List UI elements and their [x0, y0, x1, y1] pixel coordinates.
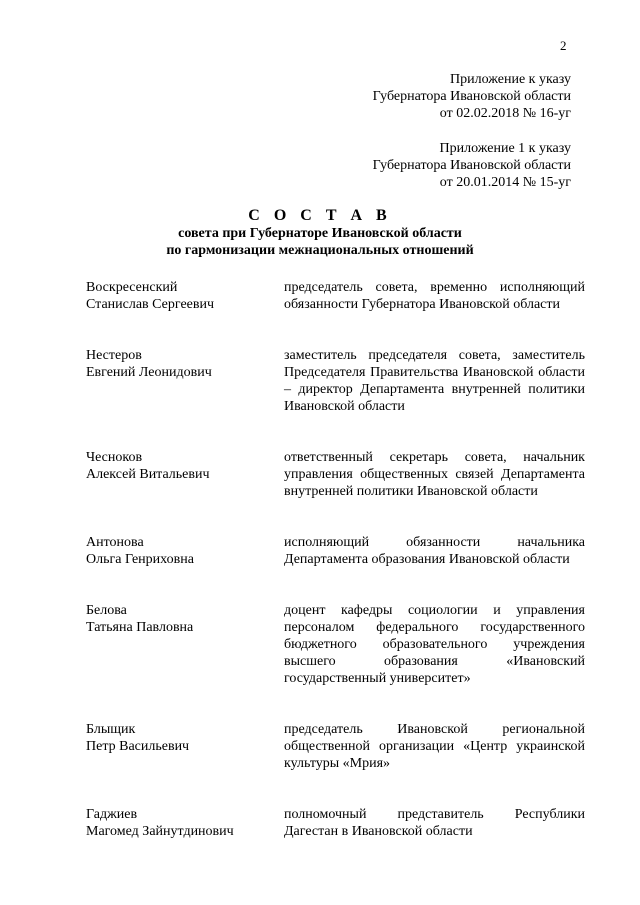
- appendix-current-line3: от 02.02.2018 № 16-уг: [439, 106, 571, 121]
- members-list: [86, 279, 585, 874]
- member-role: заместитель председателя совета, заместитель Председателя Правительства Ивановской области – директор Департамента внутренней политики Ивановской области: [284, 348, 585, 414]
- document-title: [0, 207, 640, 259]
- member-name: [86, 602, 284, 687]
- appendix-original-header: [373, 140, 571, 191]
- member-role: ответственный секретарь совета, начальник управления общественных связей Департамента внутренней политики Ивановской области: [284, 450, 585, 499]
- member-given-name: Евгений Леонидович: [86, 365, 212, 380]
- member-surname: Воскресенский: [86, 280, 178, 295]
- member-given-name: Станислав Сергеевич: [86, 297, 215, 312]
- member-role: председатель совета, временно исполняющий обязанности Губернатора Ивановской области: [284, 280, 585, 312]
- member-name: [86, 279, 284, 313]
- member-row: [86, 602, 585, 687]
- member-row: [86, 806, 585, 840]
- title-line2: совета при Губернаторе Ивановской области: [178, 226, 462, 241]
- member-row: [86, 449, 585, 500]
- member-surname: Белова: [86, 603, 127, 618]
- member-role: полномочный представитель Республики Дагестан в Ивановской области: [284, 807, 585, 839]
- member-surname: Гаджиев: [86, 807, 138, 822]
- member-given-name: Магомед Зайнутдинович: [86, 824, 234, 839]
- member-row: [86, 721, 585, 772]
- member-surname: Блыщик: [86, 722, 136, 737]
- member-name: [86, 806, 284, 840]
- appendix-current-line2: Губернатора Ивановской области: [372, 89, 571, 104]
- appendix-original-line1: Приложение 1 к указу: [439, 141, 571, 156]
- member-name: [86, 721, 284, 772]
- title-line3: по гармонизации межнациональных отношений: [166, 243, 474, 258]
- member-name: [86, 534, 284, 568]
- member-row: [86, 279, 585, 313]
- member-role: исполняющий обязанности начальника Департамента образования Ивановской области: [284, 535, 585, 567]
- appendix-current-line1: Приложение к указу: [450, 72, 571, 87]
- appendix-current-header: [373, 71, 571, 122]
- appendix-original-line2: Губернатора Ивановской области: [372, 158, 571, 173]
- member-name: [86, 449, 284, 500]
- member-given-name: Петр Васильевич: [86, 739, 190, 754]
- member-surname: Антонова: [86, 535, 144, 550]
- member-surname: Чесноков: [86, 450, 143, 465]
- member-role: доцент кафедры социологии и управления персоналом федерального государственного бюджетного образовательного учреждения высшего образования «Ивановский государственный университет»: [284, 603, 585, 686]
- member-given-name: Татьяна Павловна: [86, 620, 194, 635]
- member-row: [86, 534, 585, 568]
- member-given-name: Ольга Генриховна: [86, 552, 194, 567]
- member-row: [86, 347, 585, 415]
- member-name: [86, 347, 284, 415]
- member-given-name: Алексей Витальевич: [86, 467, 210, 482]
- member-role: председатель Ивановской региональной общественной организации «Центр украинской культуры «Мрия»: [284, 722, 585, 771]
- member-surname: Нестеров: [86, 348, 142, 363]
- title-main: С О С Т А В: [248, 207, 392, 224]
- appendix-original-line3: от 20.01.2014 № 15-уг: [439, 175, 571, 190]
- page-number: 2: [560, 38, 567, 53]
